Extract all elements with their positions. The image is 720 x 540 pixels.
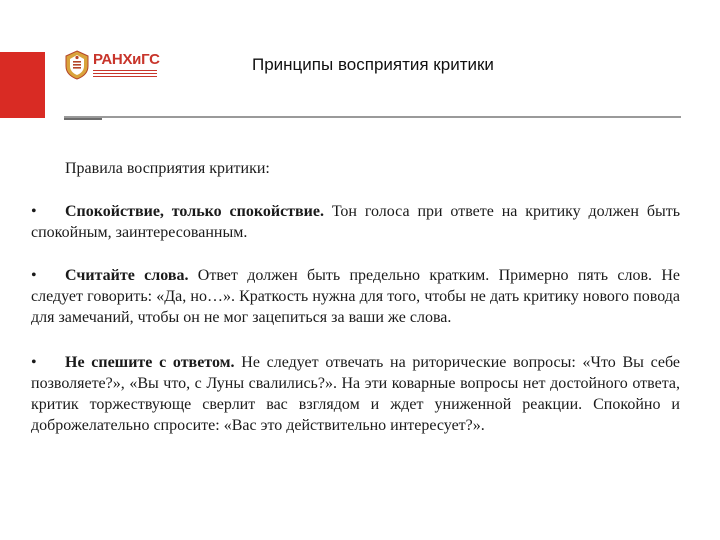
- bullet-text: Не следует отвечать на риторические вопросы: «Что Вы себе позволяете?», «Вы что, с Луны свалились?». На эти коварные вопросы нет достойного ответа, критик торжествующе сверлит вас взглядом и ждет униженной реакции. Спокойно и доброжелательно спросите: «Вас это действительно интересует?».: [31, 354, 681, 434]
- bullet-text: Тон голоса при ответе на критику должен быть спокойным, заинтересованным.: [31, 203, 680, 241]
- logo-wordmark: РАНХиГС: [93, 50, 160, 68]
- red-accent-block: [0, 52, 45, 118]
- bullet-heading: Считайте слова.: [65, 267, 189, 284]
- bullet-item-count-words: [31, 265, 680, 328]
- bullet-text: Ответ должен быть предельно кратким. Примерно пять слов. Не следует говорить: «Да, но…». Краткость нужна для того, чтобы не дать критику нового повода для замечаний, чтобы он не мог зацепиться за ваши же слова.: [31, 267, 680, 326]
- bullet-item-no-rush: [31, 352, 680, 436]
- ranepa-emblem-icon: [64, 50, 90, 80]
- bullet-marker: •: [31, 267, 37, 284]
- logo-subtitle-lines: [93, 70, 160, 79]
- intro-text: Правила восприятия критики:: [65, 160, 270, 177]
- bullet-marker: •: [31, 203, 37, 220]
- slide-title: Принципы восприятия критики: [252, 55, 494, 74]
- bullet-item-calm: [31, 201, 680, 243]
- header-divider-accent: [64, 118, 102, 120]
- header-divider: [64, 116, 681, 118]
- bullet-heading: Спокойствие, только спокойствие.: [65, 203, 324, 220]
- bullet-marker: •: [31, 354, 37, 371]
- bullet-heading: Не спешите с ответом.: [65, 354, 235, 371]
- ranepa-logo: [64, 50, 160, 80]
